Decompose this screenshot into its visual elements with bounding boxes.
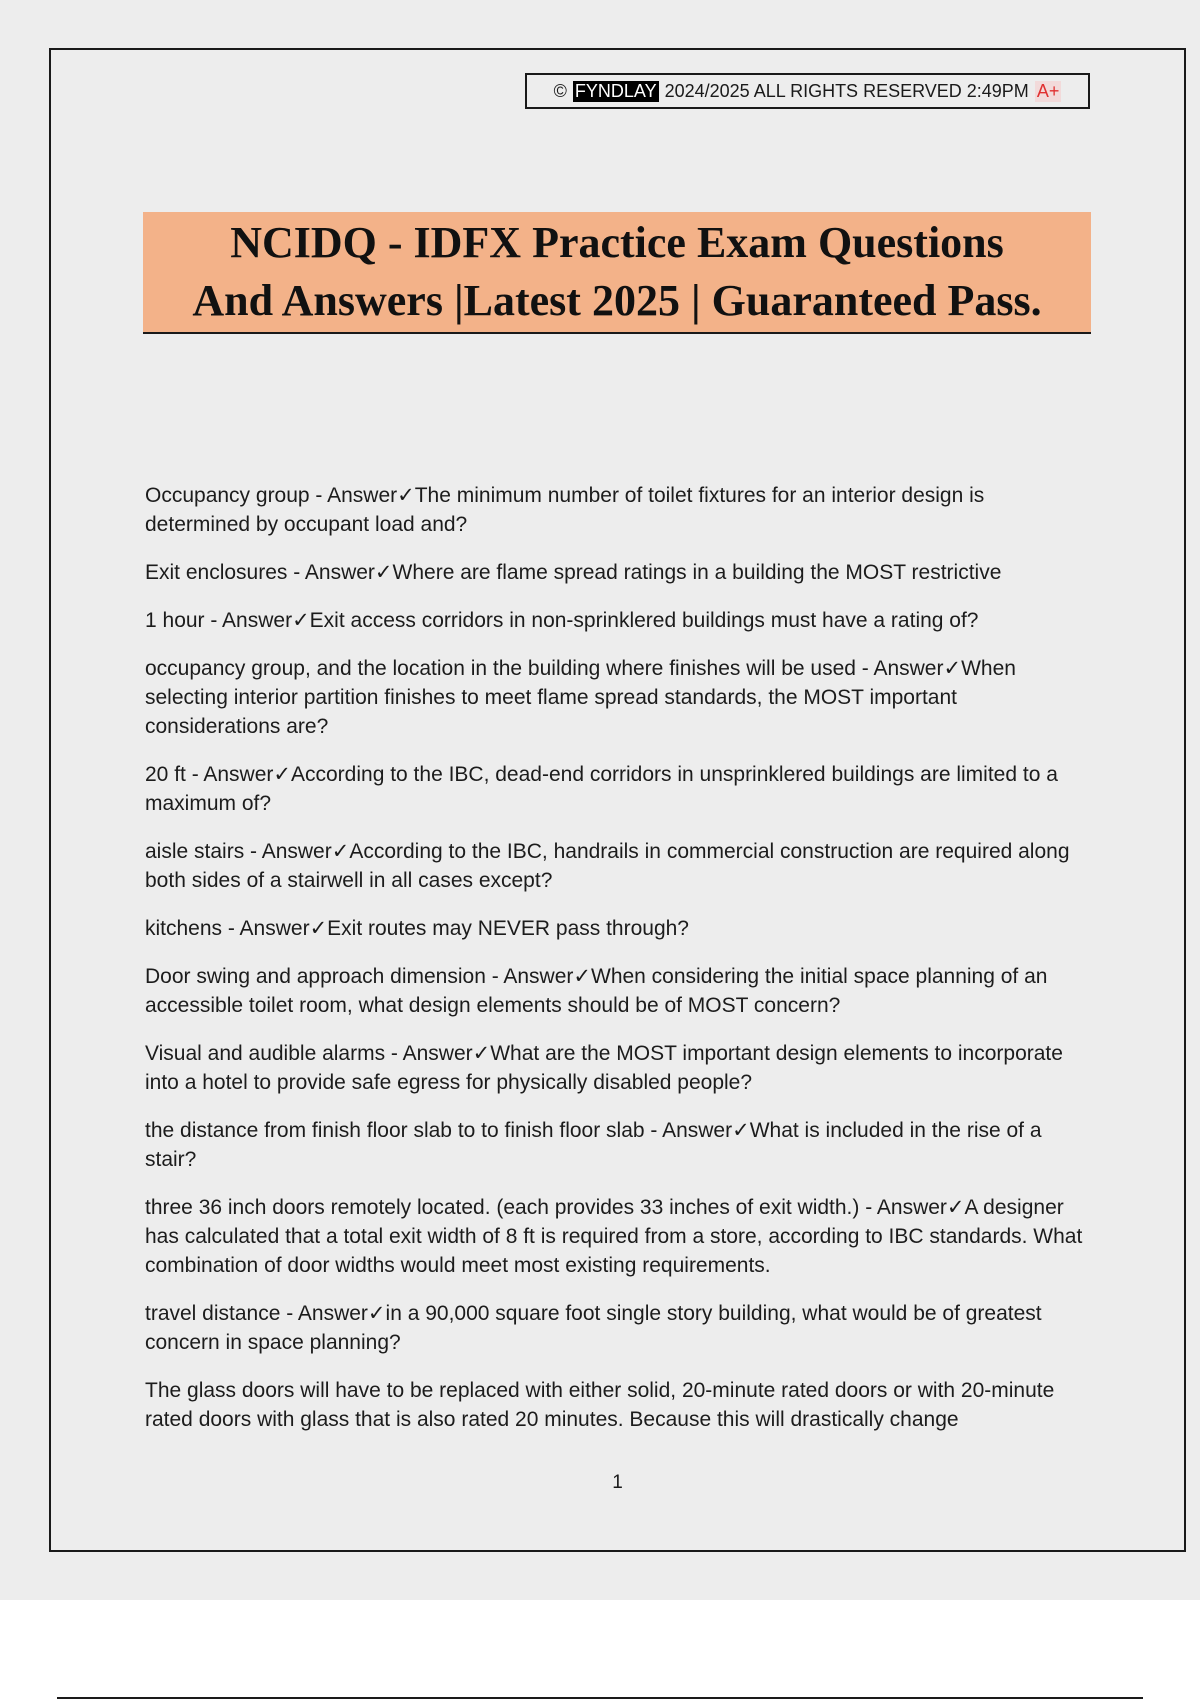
document-title — [192, 214, 1041, 330]
title-line-2: And Answers |Latest 2025 | Guaranteed Pass. — [192, 276, 1042, 325]
qa-item: Exit enclosures - Answer✓Where are flame spread ratings in a building the MOST restrictive — [145, 561, 1002, 584]
qa-item: The glass doors will have to be replaced with either solid, 20-minute rated doors or with 20-minute rated doors with glass that is also rated 20 minutes. Because this will drastically change — [145, 1379, 1055, 1431]
qa-item: the distance from finish floor slab to to finish floor slab - Answer✓What is included in the rise of a stair? — [145, 1119, 1042, 1171]
qa-item: three 36 inch doors remotely located. (each provides 33 inches of exit width.) - Answer✓A designer has calculated that a total exit width of 8 ft is required from a store, according to IBC standards. What combination of door widths would meet most existing requirements. — [145, 1196, 1083, 1277]
rights-notice: 2024/2025 ALL RIGHTS RESERVED 2:49PM — [664, 80, 1029, 101]
qa-item: 1 hour - Answer✓Exit access corridors in non-sprinklered buildings must have a rating of? — [145, 609, 979, 632]
qa-item: Door swing and approach dimension - Answer✓When considering the initial space planning of an accessible toilet room, what design elements should be of MOST concern? — [145, 965, 1048, 1017]
qa-item: occupancy group, and the location in the building where finishes will be used - Answer✓When selecting interior partition finishes to meet flame spread standards, the MOST important considerations are? — [145, 657, 1016, 738]
page-number: 1 — [612, 1472, 623, 1493]
grade-badge: A+ — [1036, 80, 1060, 101]
qa-item: kitchens - Answer✓Exit routes may NEVER pass through? — [145, 917, 689, 940]
author-name: FYNDLAY — [574, 80, 657, 101]
qa-item: Occupancy group - Answer✓The minimum number of toilet fixtures for an interior design is determined by occupant load and? — [145, 484, 985, 536]
copyright-header — [525, 73, 1090, 109]
qa-item: Visual and audible alarms - Answer✓What are the MOST important design elements to incorporate into a hotel to provide safe egress for physically disabled people? — [145, 1042, 1063, 1094]
title-banner — [143, 212, 1091, 334]
qa-item: aisle stairs - Answer✓According to the IBC, handrails in commercial construction are required along both sides of a stairwell in all cases except? — [145, 840, 1070, 892]
qa-list — [145, 481, 1095, 1453]
title-line-1: NCIDQ - IDFX Practice Exam Questions — [230, 218, 1004, 267]
copyright-symbol: © — [553, 80, 567, 101]
qa-item: 20 ft - Answer✓According to the IBC, dead-end corridors in unsprinklered buildings are limited to a maximum of? — [145, 763, 1058, 815]
qa-item: travel distance - Answer✓in a 90,000 square foot single story building, what would be of greatest concern in space planning? — [145, 1302, 1042, 1354]
next-page-rule — [57, 1697, 1143, 1699]
